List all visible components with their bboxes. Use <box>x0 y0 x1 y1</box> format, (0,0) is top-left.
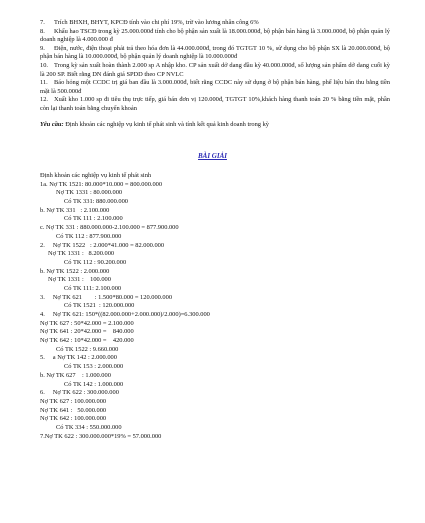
solution-line: Có TK 111: 2.100.000 <box>64 284 122 292</box>
requirement-label: Yêu cầu: <box>40 120 64 128</box>
problem-item-text: Điện, nước, điện thoại phải trả theo hóa đơn là 44.000.000đ, trong đó TGTGT 10 %, sử dụng cho bộ phận SX là 20.000.000đ, bộ phận bán hàng là 10.000.000đ, bộ phận quản lý doanh nghiệp là 10.000.000đ <box>40 44 390 61</box>
problem-item <box>40 19 390 28</box>
solution-heading: BÀI GIẢI <box>198 152 227 160</box>
problem-list <box>40 19 390 114</box>
solution-line: 7.Nợ TK 622 : 300.000.000*19% = 57.000.000 <box>40 432 162 440</box>
problem-item-number: 8. <box>40 27 45 35</box>
solution-line: Nợ TK 642 : 100.000.000 <box>40 415 107 423</box>
solution-line: Nợ TK 1331 : 80.000.000 <box>56 189 123 197</box>
problem-item-text: Xuất kho 1.000 sp đi tiêu thụ trực tiếp, giá bán đơn vị 120.000đ, TGTGT 10%,khách hàng thanh toán 20 % bằng tiền mặt, phần còn lại thanh toán bằng chuyển khoản <box>40 96 390 112</box>
solution-line: 5. a Nợ TK 142 : 2.000.000 <box>40 354 117 362</box>
solution-line: c. Nợ TK 331 : 880.000.000-2.100.000 = 877.900.000 <box>40 224 179 232</box>
solution-line: b. Nợ TK 1522 : 2.000.000 <box>40 267 110 275</box>
requirement-text: Định khoản các nghiệp vụ kinh tế phát sinh và tính kết quả kinh doanh trong kỳ <box>63 120 269 128</box>
solution-line: Có TK 142 : 1.000.000 <box>64 380 124 388</box>
problem-item <box>40 96 390 113</box>
solution-line: Nợ TK 641 : 20*42.000 = 840.000 <box>40 328 134 336</box>
solution-line: Nợ TK 627 : 100.000.000 <box>40 397 107 405</box>
problem-item-text: Trích BHXH, BHYT, KPCĐ tính vào chi phí 19%, trừ vào lương nhân công 6% <box>54 19 259 26</box>
problem-item-text: Báo hỏng một CCDC trị giá ban đầu là 3.000.000đ, biết rằng CCDC này sử dụng ở bộ phận bán hàng, phế liệu bán thu bằng tiền mặt là 500.000đ <box>40 79 390 95</box>
solution-line: Có TK 334 : 550.000.000 <box>56 423 122 431</box>
problem-item <box>40 28 390 45</box>
problem-item-text: Khấu hao TSCĐ trong kỳ 25.000.000đ tính cho bộ phận sản xuất là 18.000.000đ, bộ phận bán hàng là 3.000.000đ, bộ phận quản lý doanh nghiệp là 4.000.000 đ <box>40 27 390 44</box>
problem-item <box>40 62 390 79</box>
problem-item <box>40 45 390 62</box>
solution-line: Nợ TK 641 : 50.000.000 <box>40 406 107 414</box>
solution-line: Có TK 1521 : 120.000.000 <box>64 302 135 310</box>
problem-item-number: 12. <box>40 96 48 104</box>
problem-item <box>40 79 390 96</box>
problem-item-number: 7. <box>40 19 45 26</box>
problem-item-number: 9. <box>40 44 45 52</box>
solution-line: 1a. Nợ TK 1521: 80.000*10.000 = 800.000.000 <box>40 180 163 188</box>
solution-line: 2. Nợ TK 1522 : 2.000*41.000 = 82.000.000 <box>40 241 165 249</box>
solution-line: 3. Nợ TK 621 : 1.500*80.000 = 120.000.000 <box>40 293 173 301</box>
solution-line: Có TK 331: 880.000.000 <box>64 198 128 206</box>
solution-line: Nợ TK 642 : 10*42.000 = 420.000 <box>40 337 134 345</box>
problem-section <box>40 19 390 129</box>
solution-section <box>40 172 390 441</box>
requirement <box>40 121 390 130</box>
solution-line: Có TK 112 : 877.900.000 <box>56 232 122 240</box>
solution-line: Có TK 153 : 2.000.000 <box>64 363 124 371</box>
solution-line: Nợ TK 627 : 50*42.000 = 2.100.000 <box>40 319 134 327</box>
solution-line: b. Nợ TK 627 : 1.000.000 <box>40 371 111 379</box>
solution-line: Nợ TK 1331 : 100.000 <box>48 276 111 284</box>
solution-line: 6. Nợ TK 622 : 300.000.000 <box>40 389 119 397</box>
solution-line: Nợ TK 1331 : 8.200.000 <box>48 250 115 258</box>
solution-line: Có TK 111 : 2.100.000 <box>64 215 123 223</box>
solution-line: Định khoản các nghiệp vụ kinh tế phát sinh <box>40 172 152 179</box>
solution-line: Có TK 1522 : 9.660.000 <box>56 345 119 353</box>
solution-line: b. Nợ TK 331 : 2.100.000 <box>40 206 110 214</box>
problem-item-text: Trong kỳ sản xuất hoàn thành 2.000 sp A nhập kho. CP sản xuất dở dang đầu kỳ 40.000.000đ, số lượng sản phẩm dở dang cuối kỳ là 200 SP. Biết rằng DN đánh giá SPDD theo CP NVLC <box>40 61 390 78</box>
solution-line: 4. Nợ TK 621: 150*((82.000.000+2.000.000)/2.000)=6.300.000 <box>40 311 210 318</box>
solution-line: Có TK 112 : 90.200.000 <box>64 258 127 266</box>
problem-item-number: 10. <box>40 61 48 69</box>
problem-item-number: 11. <box>40 79 48 87</box>
